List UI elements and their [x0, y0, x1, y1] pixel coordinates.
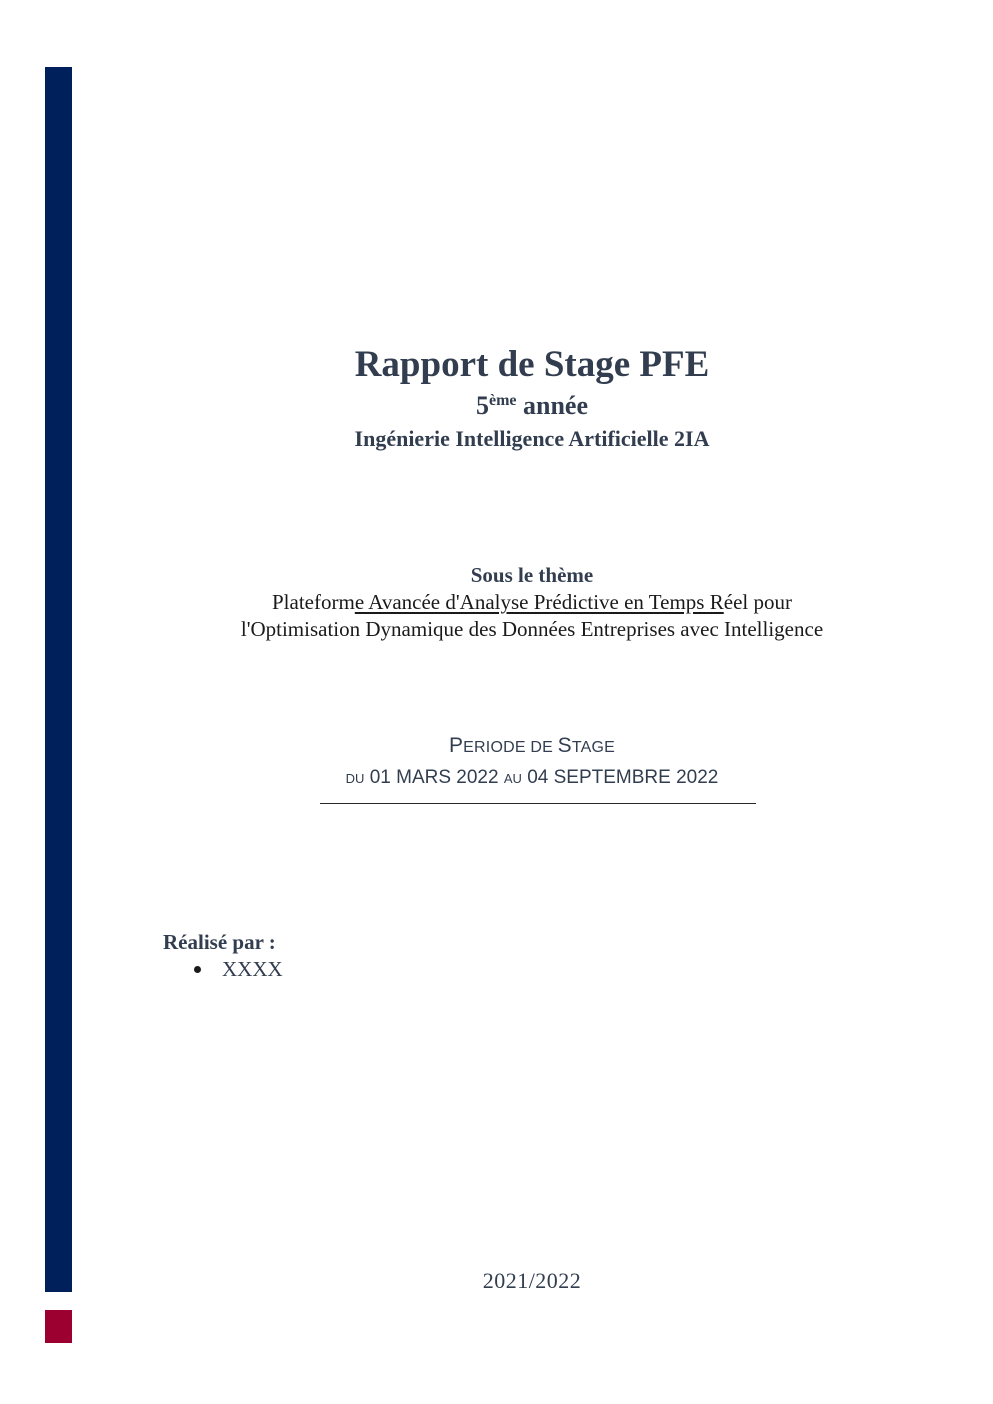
period-end-date: 04 SEPTEMBRE 2022 [527, 767, 719, 788]
theme-block [72, 562, 992, 643]
period-dates [72, 764, 992, 793]
author-label: Réalisé par : [163, 930, 276, 954]
theme-line-1-part-1: Plateform [272, 590, 355, 614]
theme-line-1-underlined: e Avancée d'Analyse Prédictive en Temps R [354, 590, 724, 614]
decorative-side-square [45, 1310, 72, 1343]
period-title [72, 732, 992, 762]
theme-heading: Sous le thème [470, 563, 594, 587]
author-list-item [194, 956, 283, 982]
year-line [72, 390, 992, 422]
academic-year: 2021/2022 [482, 1268, 582, 1293]
theme-line-1-part-3: éel pour [723, 590, 792, 614]
year-number: 5 [475, 391, 489, 420]
theme-line-1 [72, 589, 992, 616]
period-title-initial-2: S [557, 734, 572, 757]
period-title-initial-1: P [448, 734, 464, 757]
period-title-rest-1: ERIODE DE [463, 739, 558, 756]
bullet-icon [194, 966, 201, 973]
year-suffix: ème [488, 392, 517, 409]
period-to-word: AU [503, 771, 522, 786]
author-name: XXXX [222, 957, 283, 981]
period-divider [320, 803, 756, 804]
period-title-rest-2: TAGE [571, 739, 616, 756]
theme-line-2: l'Optimisation Dynamique des Données Entreprises avec Intelligence [240, 617, 824, 641]
period-from-word: DU [345, 771, 365, 786]
decorative-side-bar [45, 67, 72, 1292]
program-name: Ingénierie Intelligence Artificielle 2IA [354, 426, 710, 451]
period-block [72, 732, 992, 793]
report-title: Rapport de Stage PFE [354, 344, 710, 385]
title-block [72, 340, 992, 454]
year-word: année [523, 391, 589, 420]
period-start-date: 01 MARS 2022 [369, 767, 499, 788]
